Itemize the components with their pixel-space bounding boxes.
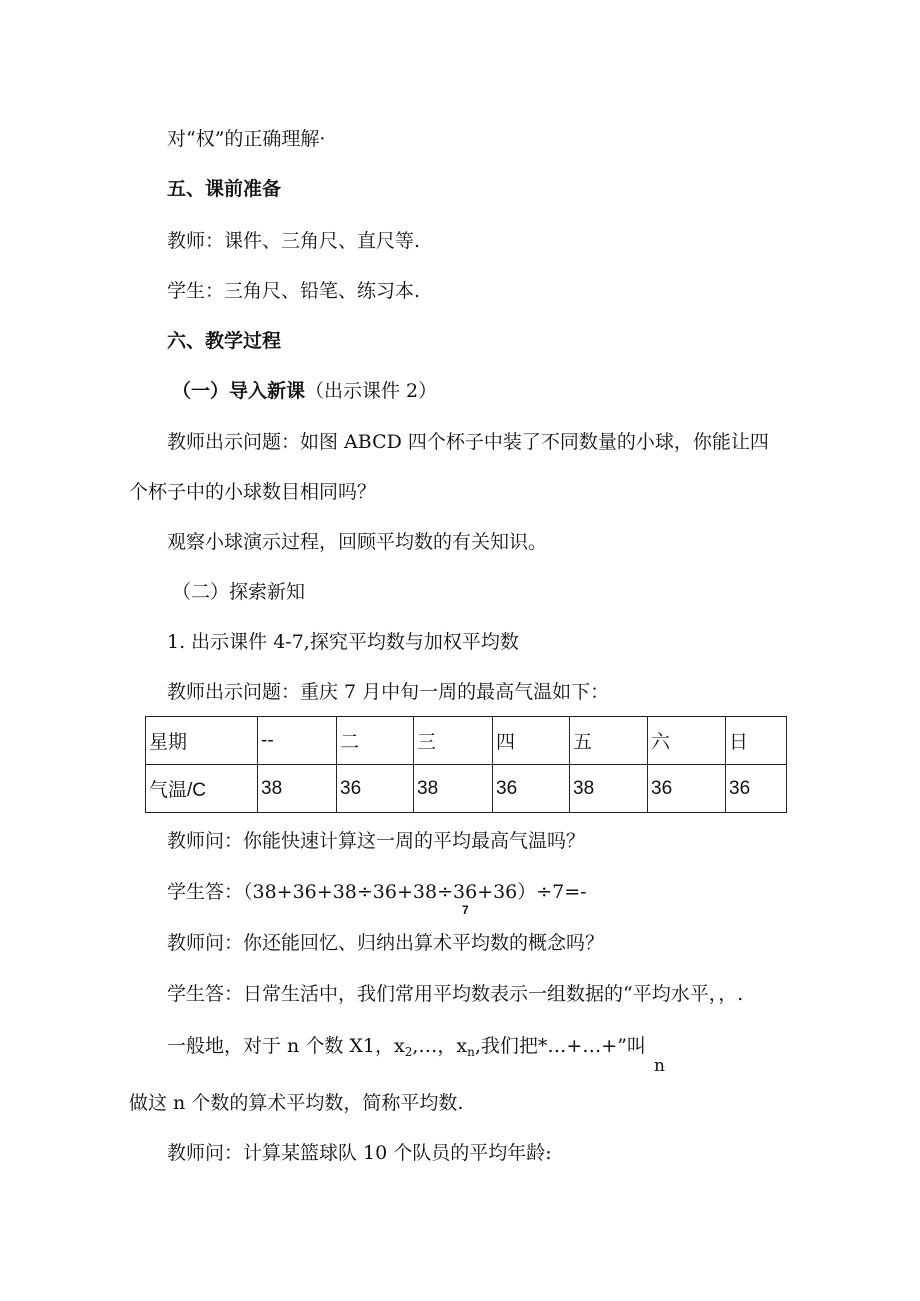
table-cell: 四 (493, 717, 570, 765)
table-cell: 六 (648, 717, 726, 765)
subheading-introduction-note: （出示课件 2） (305, 380, 438, 402)
definition-denominator-n: n (654, 1056, 665, 1076)
subheading-explore: （二）探索新知 (172, 581, 306, 603)
definition-subscript-2: 2 (404, 1045, 413, 1059)
table-cell: 气温/C (146, 765, 258, 813)
table-cell: 日 (726, 717, 787, 765)
paragraph-teacher-ask-2: 教师问：你还能回忆、归纳出算术平均数的概念吗？ (167, 932, 605, 954)
table-cell: 36 (726, 765, 787, 813)
definition-text-1: 一般地，对于 n 个数 X1，x (167, 1035, 405, 1057)
table-cell: 二 (337, 717, 414, 765)
table-cell: 五 (570, 717, 648, 765)
subheading-introduction (172, 379, 437, 403)
fraction-denominator: 7 (462, 903, 469, 917)
heading-6-teaching-process: 六、教学过程 (167, 330, 282, 352)
paragraph-definition-line-1 (167, 1034, 646, 1064)
definition-text-3: ,我们把*…+…+”叫 (474, 1035, 646, 1057)
heading-5-preparation: 五、课前准备 (167, 178, 282, 200)
paragraph-teacher-ask-1: 教师问：你能快速计算这一周的平均最高气温吗？ (167, 830, 586, 852)
paragraph-weight-understanding: 对“权”的正确理解· (167, 128, 326, 150)
table-cell: -- (258, 717, 337, 765)
table-cell: 38 (570, 765, 648, 813)
paragraph-student-prep: 学生：三角尺、铅笔、练习本. (167, 280, 421, 302)
table-header-row (146, 717, 787, 765)
table-cell: 36 (493, 765, 570, 813)
paragraph-question-1-line-1: 教师出示问题：如图 ABCD 四个杯子中装了不同数量的小球，你能让四 (167, 431, 769, 453)
table-cell: 36 (337, 765, 414, 813)
table-cell: 38 (414, 765, 493, 813)
paragraph-observe: 观察小球演示过程，回顾平均数的有关知识。 (167, 531, 548, 553)
table-cell: 星期 (146, 717, 258, 765)
paragraph-student-answer-2: 学生答：日常生活中，我们常用平均数表示一组数据的“平均水平，，. (167, 983, 744, 1005)
paragraph-teacher-prep: 教师：课件、三角尺、直尺等. (167, 230, 421, 252)
subheading-introduction-label: （一）导入新课 (172, 380, 306, 402)
table-cell: 三 (414, 717, 493, 765)
paragraph-question-1-line-2: 个杯子中的小球数目相同吗？ (129, 481, 377, 503)
paragraph-definition-line-2: 做这 n 个数的算术平均数，简称平均数. (129, 1092, 464, 1114)
table-cell: 38 (258, 765, 337, 813)
temperature-table (145, 716, 787, 813)
paragraph-teacher-ask-3: 教师问：计算某篮球队 10 个队员的平均年龄: (167, 1142, 552, 1164)
table-row (146, 765, 787, 813)
table-cell: 36 (648, 765, 726, 813)
paragraph-question-2: 教师出示问题：重庆 7 月中旬一周的最高气温如下： (167, 681, 610, 703)
paragraph-student-answer-1: 学生答：（38+36+38÷36+38÷36+36）÷7=- (167, 881, 587, 903)
paragraph-item-1: 1. 出示课件 4-7,探究平均数与加权平均数 (167, 631, 519, 653)
definition-text-2: ,…，x (412, 1035, 468, 1057)
definition-subscript-n: n (467, 1045, 475, 1059)
